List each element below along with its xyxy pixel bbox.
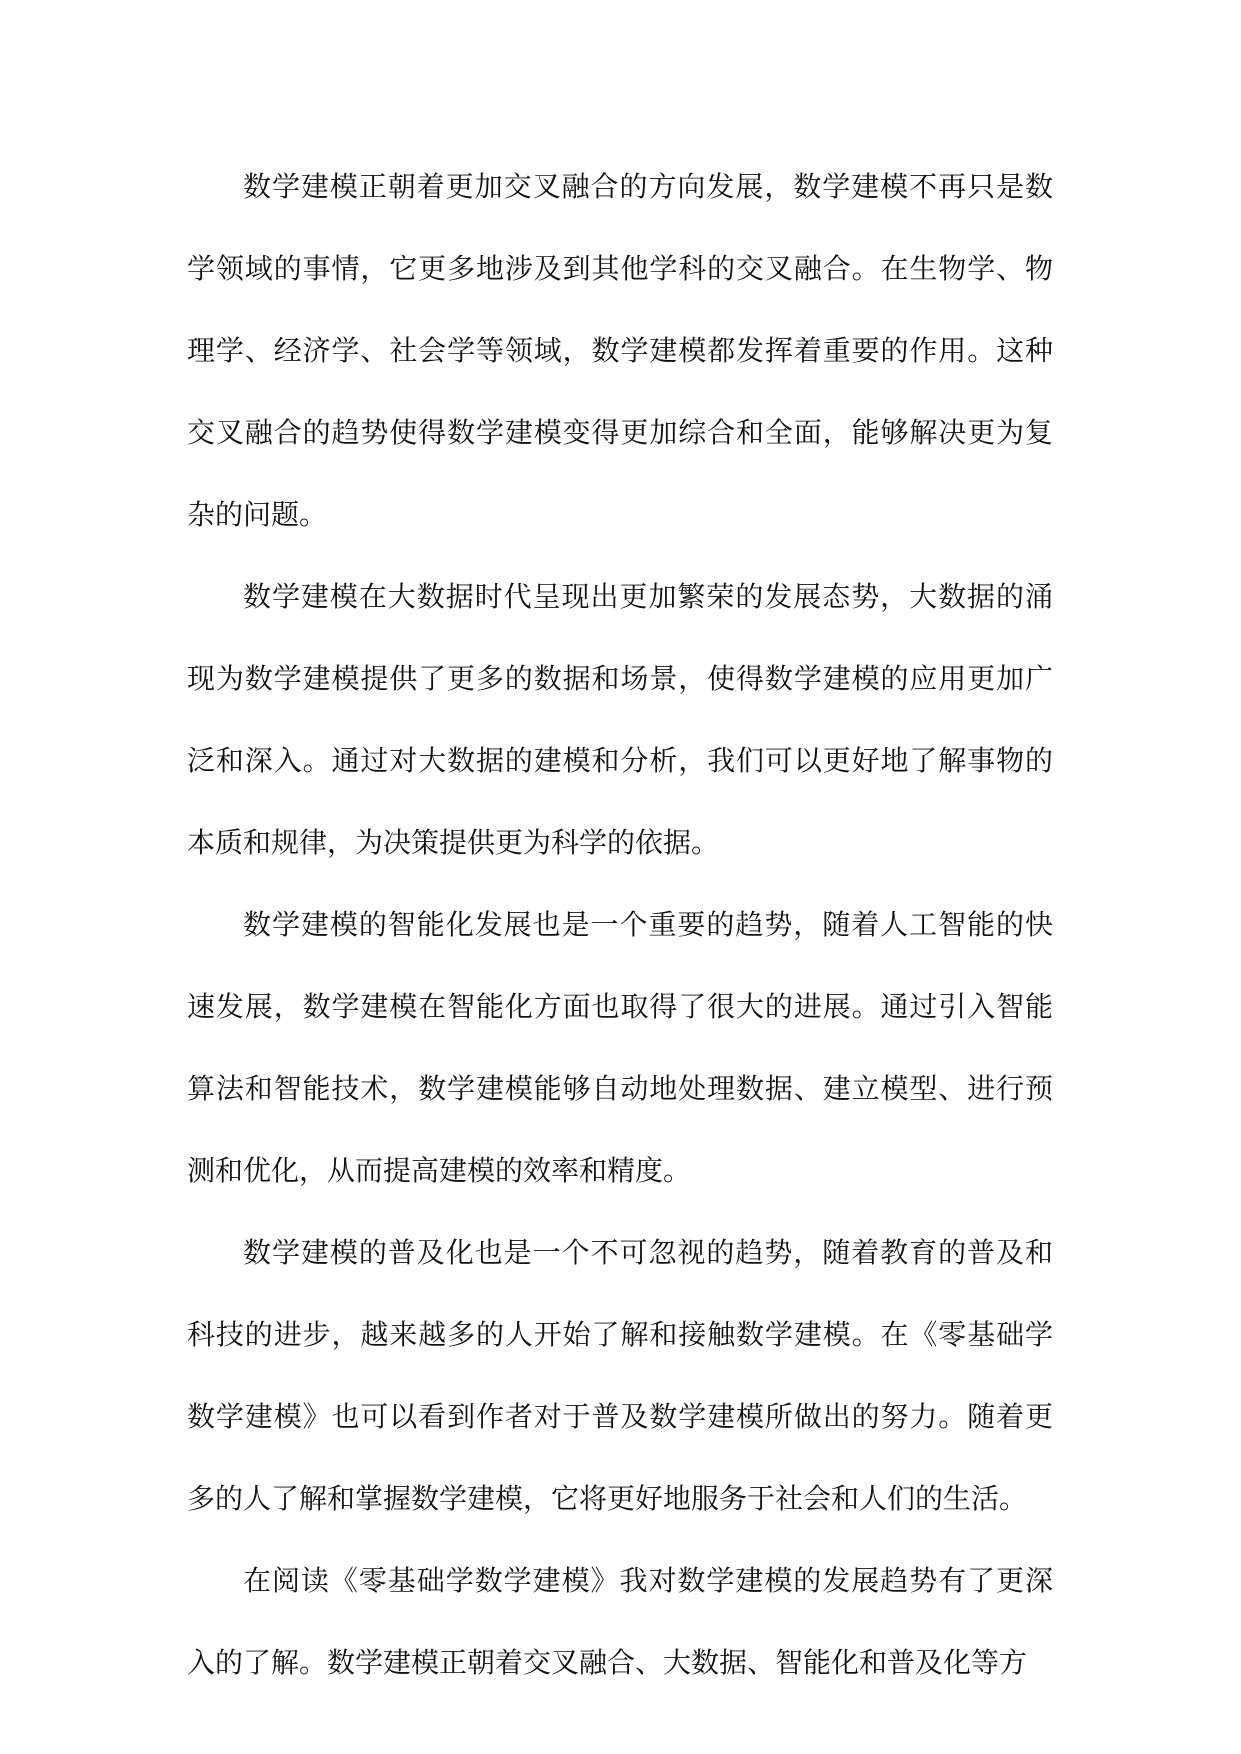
paragraph-intelligence: 数学建模的智能化发展也是一个重要的趋势，随着人工智能的快速发展，数学建模在智能化方面也取得了很大的进展。通过引入智能算法和智能技术，数学建模能够自动地处理数据、建立模型、进行预测和优化，从而提高建模的效率和精度。 [187,908,1053,1187]
paragraph-big-data: 数学建模在大数据时代呈现出更加繁荣的发展态势，大数据的涌现为数学建模提供了更多的数据和场景，使得数学建模的应用更加广泛和深入。通过对大数据的建模和分析，我们可以更好地了解事物的本质和规律，为决策提供更为科学的依据。 [187,580,1053,859]
paragraph-reading-summary: 在阅读《零基础学数学建模》我对数学建模的发展趋势有了更深入的了解。数学建模正朝着交叉融合、大数据、智能化和普及化等方 [187,1564,1053,1679]
document-body [187,146,1053,1704]
paragraph-interdisciplinary: 数学建模正朝着更加交叉融合的方向发展，数学建模不再只是数学领域的事情，它更多地涉及到其他学科的交叉融合。在生物学、物理学、经济学、社会学等领域，数学建模都发挥着重要的作用。这种交叉融合的趋势使得数学建模变得更加综合和全面，能够解决更为复杂的问题。 [187,170,1053,531]
paragraph-popularization: 数学建模的普及化也是一个不可忽视的趋势，随着教育的普及和科技的进步，越来越多的人开始了解和接触数学建模。在《零基础学数学建模》也可以看到作者对于普及数学建模所做出的努力。随着更多的人了解和掌握数学建模，它将更好地服务于社会和人们的生活。 [187,1236,1053,1515]
